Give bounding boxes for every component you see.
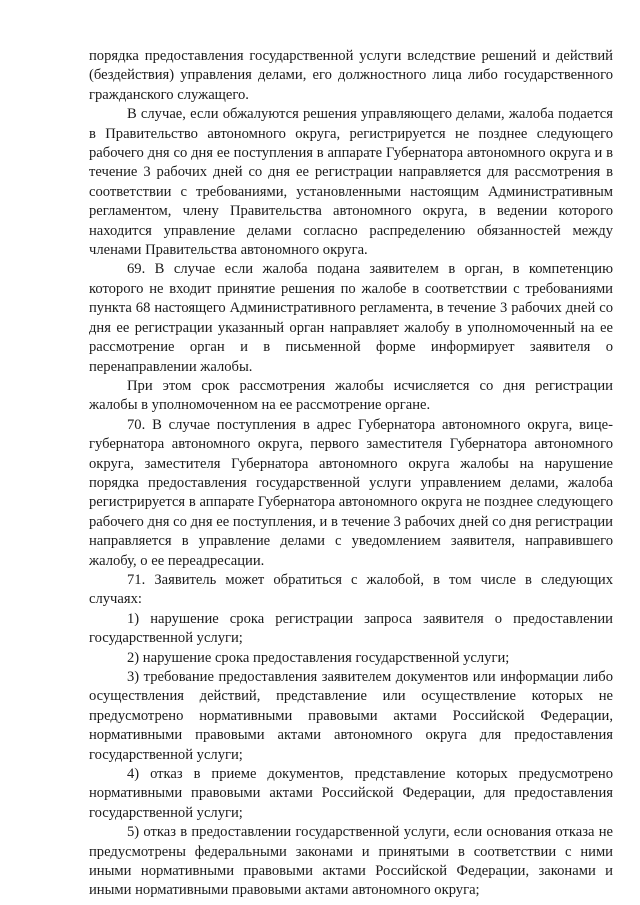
list-item-1: 1) нарушение срока регистрации запроса заявителя о предоставлении государственной услуги;	[89, 610, 613, 647]
list-item-2: 2) нарушение срока предоставления государственной услуги;	[127, 649, 510, 666]
paragraph-item-71: 71. Заявитель может обратиться с жалобой, в том числе в следующих случаях:	[89, 571, 613, 608]
paragraph-complaint-manager-decisions: В случае, если обжалуются решения управляющего делами, жалоба подается в Правительство автономного округа, регистрируется не позднее следующего рабочего дня со дня ее поступления в аппарате Губернатора автономного округа и в течение 3 рабочих дней со дня ее регистрации направляется для рассмотрения в соответствии с требованиями, установленными настоящим Административным регламентом, члену Правительства автономного округа, в ведении которого находится управление делами согласно распределению обязанностей между членами Правительства автономного округа.	[89, 106, 613, 259]
list-item-3: 3) требование предоставления заявителем документов или информации либо осуществления действий, представление или осуществление которых не предусмотрено нормативными правовыми актами Российской Федерации, нормативными правовыми актами автономного округа для предоставления государственной услуги;	[89, 669, 613, 763]
paragraph-review-period: При этом срок рассмотрения жалобы исчисляется со дня регистрации жалобы в уполномоченном на ее рассмотрение органе.	[89, 377, 613, 414]
paragraph-item-70: 70. В случае поступления в адрес Губернатора автономного округа, вице-губернатора автономного округа, первого заместителя Губернатора автономного округа, заместителя Губернатора автономного округа жалобы на нарушение порядка предоставления государственной услуги управлением делами, жалоба регистрируется в аппарате Губернатора автономного округа не позднее следующего рабочего дня со дня ее поступления, и в течение 3 рабочих дней со дня регистрации направляется в управление делами с уведомлением заявителя, направившего жалобу, о ее переадресации.	[89, 416, 613, 569]
document-page	[89, 47, 613, 901]
list-item-4: 4) отказ в приеме документов, представление которых предусмотрено нормативными правовыми актами Российской Федерации, для предоставления государственной услуги;	[89, 766, 613, 821]
paragraph-continuation: порядка предоставления государственной услуги вследствие решений и действий (бездействия) управления делами, его должностного лица либо государственного гражданского служащего.	[89, 48, 613, 103]
list-item-5: 5) отказ в предоставлении государственной услуги, если основания отказа не предусмотрены федеральными законами и принятыми в соответствии с ними иными нормативными правовыми актами Российской Федерации, законами и иными нормативными правовыми актами автономного округа;	[89, 824, 613, 899]
paragraph-item-69: 69. В случае если жалоба подана заявителем в орган, в компетенцию которого не входит принятие решения по жалобе в соответствии с требованиями пункта 68 настоящего Административного регламента, в течение 3 рабочих дней со дня ее регистрации указанный орган направляет жалобу в уполномоченный на ее рассмотрение орган и в письменной форме информирует заявителя о перенаправлении жалобы.	[89, 261, 613, 375]
